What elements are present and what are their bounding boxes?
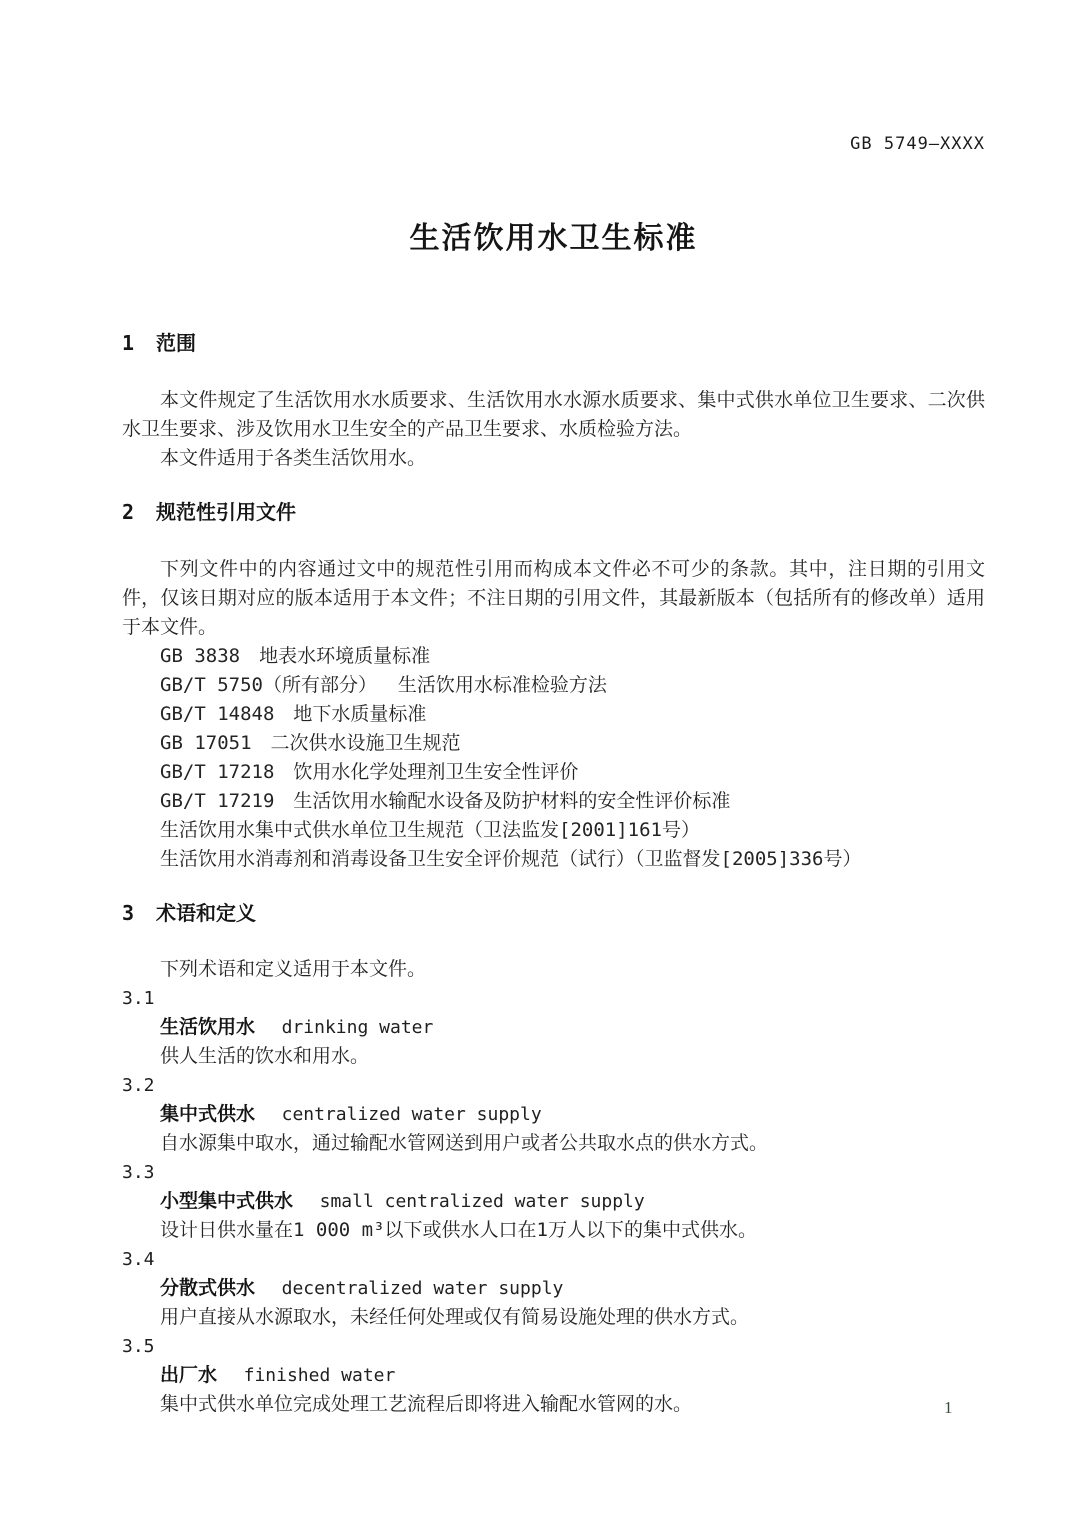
section-number: 3 bbox=[122, 901, 135, 925]
term-entry bbox=[122, 1332, 985, 1419]
term-number: 3.5 bbox=[122, 1336, 155, 1357]
term-english: centralized water supply bbox=[281, 1104, 542, 1125]
reference-item: GB/T 5750（所有部分） 生活饮用水标准检验方法 bbox=[160, 674, 607, 696]
page-number: 1 bbox=[944, 1398, 953, 1417]
section-heading-text: 术语和定义 bbox=[156, 901, 257, 925]
term-number: 3.2 bbox=[122, 1075, 155, 1096]
term-title bbox=[160, 1361, 985, 1390]
section-references-heading bbox=[122, 500, 985, 524]
term-chinese: 小型集中式供水 bbox=[160, 1190, 294, 1212]
term-chinese: 集中式供水 bbox=[160, 1103, 256, 1125]
section-number: 2 bbox=[122, 500, 135, 524]
term-definition: 设计日供水量在1 000 m³以下或供水人口在1万人以下的集中式供水。 bbox=[160, 1219, 757, 1241]
reference-list bbox=[122, 642, 985, 874]
reference-item: GB/T 17218 饮用水化学处理剂卫生安全性评价 bbox=[160, 761, 579, 783]
term-entry bbox=[122, 1245, 985, 1332]
term-number: 3.3 bbox=[122, 1162, 155, 1183]
term-chinese: 出厂水 bbox=[160, 1364, 218, 1386]
term-chinese: 分散式供水 bbox=[160, 1277, 256, 1299]
doc-code: GB 5749—XXXX bbox=[850, 134, 985, 154]
doc-title: 生活饮用水卫生标准 bbox=[409, 221, 698, 256]
term-title bbox=[160, 1187, 985, 1216]
term-entry bbox=[122, 984, 985, 1071]
reference-item: 生活饮用水集中式供水单位卫生规范（卫法监发[2001]161号） bbox=[160, 819, 700, 841]
term-entry bbox=[122, 1158, 985, 1245]
term-number: 3.1 bbox=[122, 988, 155, 1009]
term-english: finished water bbox=[243, 1365, 396, 1386]
section-heading-text: 范围 bbox=[156, 331, 197, 355]
term-number: 3.4 bbox=[122, 1249, 155, 1270]
term-definition: 供人生活的饮水和用水。 bbox=[160, 1045, 370, 1067]
scope-paragraph: 本文件规定了生活饮用水水质要求、生活饮用水水源水质要求、集中式供水单位卫生要求、二次供水卫生要求、涉及饮用水卫生安全的产品卫生要求、水质检验方法。 bbox=[122, 389, 985, 440]
section-normative-references bbox=[122, 500, 985, 874]
section-terms-definitions bbox=[122, 901, 985, 1419]
term-entry bbox=[122, 1071, 985, 1158]
terms-intro: 下列术语和定义适用于本文件。 bbox=[160, 958, 427, 980]
section-scope bbox=[122, 331, 985, 473]
section-scope-heading bbox=[122, 331, 985, 355]
references-intro: 下列文件中的内容通过文中的规范性引用而构成本文件必不可少的条款。其中，注日期的引用文件，仅该日期对应的版本适用于本文件；不注日期的引用文件，其最新版本（包括所有的修改单）适用于本文件。 bbox=[122, 558, 985, 638]
reference-item: GB 17051 二次供水设施卫生规范 bbox=[160, 732, 461, 754]
term-title bbox=[160, 1013, 985, 1042]
term-title bbox=[160, 1100, 985, 1129]
section-heading-text: 规范性引用文件 bbox=[156, 500, 297, 524]
reference-item: GB/T 14848 地下水质量标准 bbox=[160, 703, 427, 725]
term-definition: 自水源集中取水，通过输配水管网送到用户或者公共取水点的供水方式。 bbox=[160, 1132, 769, 1154]
term-english: drinking water bbox=[281, 1017, 434, 1038]
term-english: decentralized water supply bbox=[281, 1278, 564, 1299]
section-number: 1 bbox=[122, 331, 135, 355]
term-definition: 集中式供水单位完成处理工艺流程后即将进入输配水管网的水。 bbox=[160, 1393, 693, 1415]
section-terms-heading bbox=[122, 901, 985, 925]
scope-paragraph: 本文件适用于各类生活饮用水。 bbox=[160, 447, 427, 469]
reference-item: 生活饮用水消毒剂和消毒设备卫生安全评价规范（试行）（卫监督发[2005]336号） bbox=[160, 848, 862, 870]
reference-item: GB/T 17219 生活饮用水输配水设备及防护材料的安全性评价标准 bbox=[160, 790, 731, 812]
reference-item: GB 3838 地表水环境质量标准 bbox=[160, 645, 431, 667]
term-chinese: 生活饮用水 bbox=[160, 1016, 256, 1038]
term-english: small centralized water supply bbox=[319, 1191, 645, 1212]
term-title bbox=[160, 1274, 985, 1303]
term-definition: 用户直接从水源取水，未经任何处理或仅有简易设施处理的供水方式。 bbox=[160, 1306, 750, 1328]
